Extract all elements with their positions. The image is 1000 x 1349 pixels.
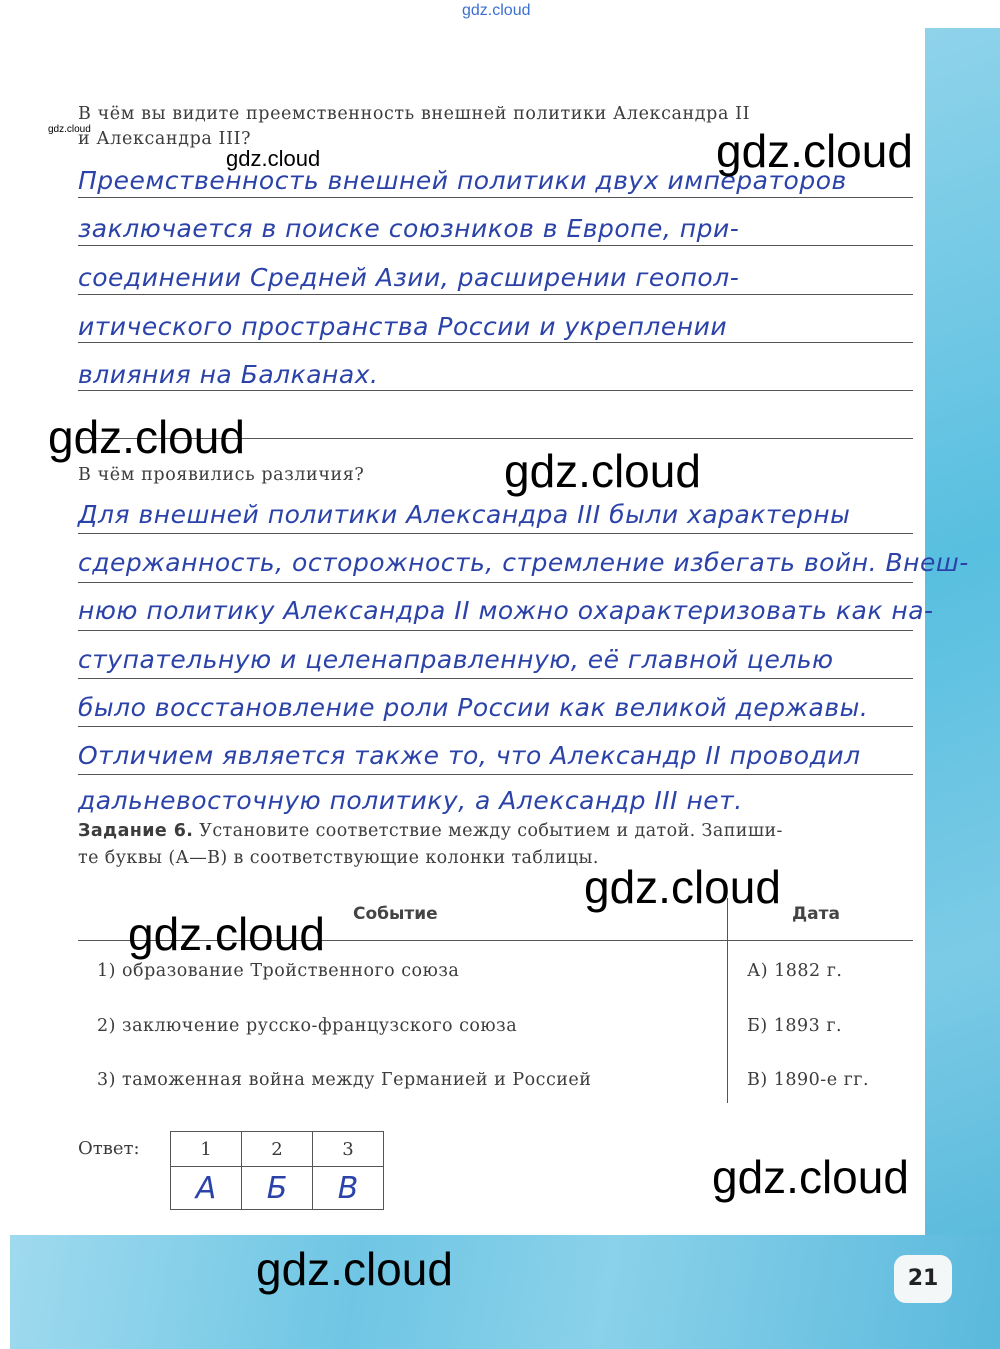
question-2: В чём проявились различия? bbox=[78, 465, 365, 485]
task-6-line-2: те буквы (А—В) в соответствующие колонки таблицы. bbox=[78, 848, 599, 868]
answer-1-line-4: итического пространства России и укреплении bbox=[78, 312, 728, 341]
answer-2-line-7: дальневосточную политику, а Александр III нет. bbox=[78, 786, 743, 815]
answer-2-line-5: было восстановление роли России как великой державы. bbox=[78, 693, 869, 722]
answer-2-line-3: нюю политику Александра II можно охарактеризовать как на- bbox=[78, 596, 934, 625]
question-1-line-1: В чём вы видите преемственность внешней политики Александра II bbox=[78, 104, 751, 124]
answer-1-line-3: соединении Средней Азии, расширении геопол- bbox=[78, 263, 740, 292]
answer-1-line-1: Преемственность внешней политики двух императоров bbox=[78, 166, 847, 195]
answer-1-line-2: заключается в поиске союзников в Европе, при- bbox=[78, 214, 740, 243]
watermark: gdz.cloud bbox=[716, 125, 913, 177]
answer-rule bbox=[78, 630, 913, 631]
answer-rule bbox=[78, 582, 913, 583]
answer-2-line-6: Отличием является также то, что Александр II проводил bbox=[78, 741, 861, 770]
answer-table bbox=[170, 1131, 384, 1210]
answer-header-3: 3 bbox=[313, 1132, 384, 1167]
table-column-divider bbox=[727, 898, 728, 1103]
watermark: gdz.cloud bbox=[128, 908, 325, 960]
answer-rule bbox=[78, 726, 913, 727]
answer-label: Ответ: bbox=[78, 1138, 140, 1159]
answer-rule bbox=[78, 197, 913, 198]
column-header-event: Событие bbox=[353, 904, 438, 924]
event-3: 3) таможенная война между Германией и Россией bbox=[97, 1070, 592, 1090]
date-a: А) 1882 г. bbox=[747, 961, 843, 981]
answer-2-line-1: Для внешней политики Александра III были характерны bbox=[78, 500, 851, 529]
column-header-date: Дата bbox=[792, 904, 840, 924]
page-number: 21 bbox=[894, 1255, 952, 1303]
date-c: В) 1890-е гг. bbox=[747, 1070, 870, 1090]
answer-rule bbox=[78, 390, 913, 391]
event-2: 2) заключение русско-французского союза bbox=[97, 1016, 518, 1036]
watermark: gdz.cloud bbox=[712, 1151, 909, 1203]
answer-rule bbox=[78, 533, 913, 534]
answer-rule bbox=[78, 342, 913, 343]
task-6-label: Задание 6. bbox=[78, 821, 194, 841]
answer-2-line-4: ступательную и целенаправленную, её главной целью bbox=[78, 645, 834, 674]
task-6-text bbox=[78, 818, 918, 872]
watermark: gdz.cloud bbox=[48, 124, 91, 135]
date-b: Б) 1893 г. bbox=[747, 1016, 843, 1036]
answer-header-2: 2 bbox=[242, 1132, 313, 1167]
answer-2-line-2: сдержанность, осторожность, стремление избегать войн. Внеш- bbox=[78, 548, 969, 577]
answer-cell-2: Б bbox=[242, 1167, 313, 1210]
answer-rule bbox=[78, 245, 913, 246]
answer-cell-1: А bbox=[171, 1167, 242, 1210]
answer-1-line-5: влияния на Балканах. bbox=[78, 360, 379, 389]
decorative-edge-bottom bbox=[10, 1235, 1000, 1349]
answer-cell-3: В bbox=[313, 1167, 384, 1210]
watermark: gdz.cloud bbox=[256, 1243, 453, 1295]
watermark: gdz.cloud bbox=[504, 445, 701, 497]
answer-rule bbox=[78, 678, 913, 679]
watermark: gdz.cloud bbox=[48, 411, 245, 463]
watermark: gdz.cloud bbox=[584, 861, 781, 913]
answer-rule bbox=[78, 774, 913, 775]
event-1: 1) образование Тройственного союза bbox=[97, 961, 460, 981]
task-6-line-1: Установите соответствие между событием и датой. Запиши- bbox=[199, 821, 783, 841]
answer-header-1: 1 bbox=[171, 1132, 242, 1167]
watermark: gdz.cloud bbox=[462, 2, 531, 19]
answer-rule bbox=[78, 294, 913, 295]
question-1-line-2: и Александра III? bbox=[78, 129, 252, 149]
watermark: gdz.cloud bbox=[226, 146, 321, 171]
